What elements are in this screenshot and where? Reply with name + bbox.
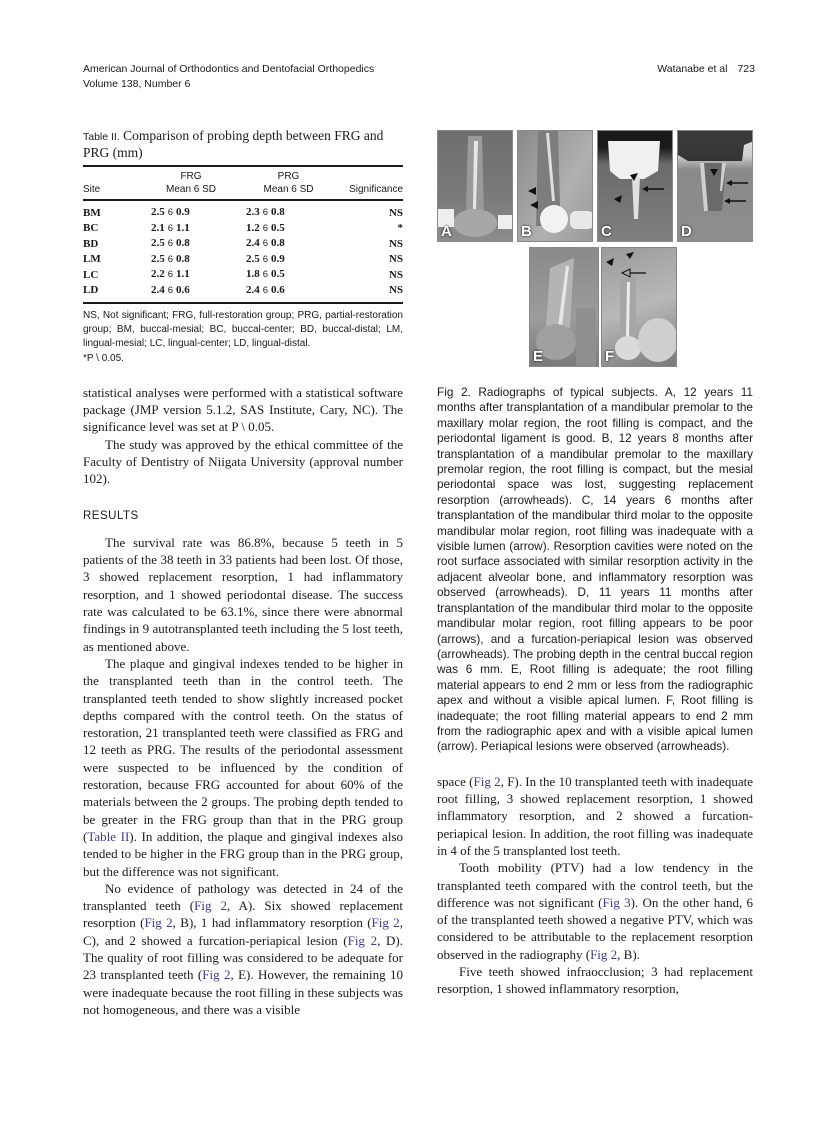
table-row: [83, 283, 403, 303]
cell-frg: 2.5 6 0.9: [151, 206, 190, 218]
panel-label-f: F: [605, 348, 615, 365]
cell-site: LD: [83, 284, 99, 296]
table-caption: [83, 128, 403, 161]
figure-2-caption: Fig 2. Radiographs of typical subjects. A, 12 years 11 months after transplantation of a mandibular premolar to the maxillary molar region, the root filling is compact, and the periodontal ligament is good. B, 12 years 8 months after transplantation of a mandibular premolar to the maxillary premolar region, the root filling is compact, but the mesial periodontal space was lost, suggesting replacement resorption (arrowheads). C, 14 years 6 months after transplantation of the mandibular third molar to the opposite mandibular molar region, root filling was inadequate with a visible lumen (arrow). Resorption cavities were noted on the root surface associated with similar resorption activity in the adjacent alveolar bone, and inflammatory resorption was observed (arrowheads). D, 11 years 11 months after transplantation of the mandibular third molar to the opposite mandibular molar region, root filling appears to be poor (arrows), and a furcation-periapical lesion was observed (arrowheads). The probing depth in the central buccal region was 6 mm. E, Root filling is adequate; the root filling material appears to end 2 mm or less from the radiographic apex and without a visible apical lumen. F, Root filling is inadequate; the root filling material appears to end 2 mm from the radiographic apex and with a visible apical lumen (arrow). Periapical lesions were observed (arrowheads).: [437, 385, 753, 754]
probing-depth-table: [83, 167, 403, 302]
cell-site: LC: [83, 268, 99, 281]
radiograph-panel-b: [517, 130, 593, 242]
table-row: [83, 267, 403, 283]
paragraph-plaque: The plaque and gingival indexes tended to be higher in the transplanted teeth than in the control teeth. The transplanted teeth tended to show slightly increased pocket depths compared with the control teeth. On the status of restoration, 21 transplanted teeth were classified as FRG and 12 teeth as PRG. The results of the periodontal assessment were suspected to be influenced by the condition of restoration, because FRG accounted for about 60% of the materials between the 2 groups. The probing depth tended to be greater in the FRG group than that in the PRG group (Table II). In addition, the plaque and gingival indexes also tended to be higher in the FRG group than in the PRG group, but the difference was not significant.: [83, 655, 403, 879]
panel-label-e: E: [533, 348, 544, 365]
section-heading-results: RESULTS: [83, 509, 139, 522]
author-page-info: [657, 62, 755, 77]
cell-significance: NS: [388, 284, 403, 296]
table-footnote-significance: *P \ 0.05.: [83, 352, 124, 364]
table-title: Comparison of probing depth between FRG and PRG (mm): [83, 128, 384, 160]
cell-significance: NS: [388, 253, 403, 265]
paragraph-pathology: No evidence of pathology was detected in 24 of the transplanted teeth (Fig 2, A). Six showed replacement resorption (Fig 2, B), 1 had inflammatory resorption (Fig 2, C), and 2 showed a furcation-periapical lesion (Fig 2, D). The quality of root filling was considered to be adequate for 23 transplanted teeth (Fig 2, E). However, the remaining 10 were inadequate because the root filling in these subjects was not homogeneous, and there was a visible: [83, 880, 404, 1017]
right-column: [437, 385, 753, 998]
fig-2-link[interactable]: Fig 2: [144, 915, 173, 931]
cell-site: BM: [83, 206, 101, 219]
cell-site: LM: [83, 253, 101, 265]
cell-prg: 1.8 6 0.5: [246, 268, 285, 280]
paragraph-stats: statistical analyses were performed with a statistical software package (JMP version 5.1.2, SAS Institute, Cary, NC). The significance level was set at P \ 0.05.: [83, 384, 403, 435]
cell-significance: NS: [388, 237, 403, 250]
left-column: [83, 128, 403, 1018]
fig-2-link[interactable]: Fig 2: [347, 932, 378, 948]
fig-2-link[interactable]: Fig 2: [194, 898, 227, 914]
panel-label-a: A: [441, 223, 452, 240]
cell-significance: NS: [388, 268, 403, 281]
fig-2-link[interactable]: Fig 2: [473, 773, 501, 789]
radiograph-panel-e: [529, 247, 599, 367]
fig-3-link[interactable]: Fig 3: [602, 894, 631, 910]
fig-2-link[interactable]: Fig 2: [590, 946, 618, 962]
paragraph-mobility: Tooth mobility (PTV) had a low tendency in the transplanted teeth compared with the control teeth, but the difference was not significant (Fig 3). On the other hand, 6 of the transplanted teeth showed a negative PTV, which was considered to be attributable to the replacement resorption observed in the radiography (Fig 2, B).: [437, 860, 753, 962]
panel-label-d: D: [681, 223, 692, 240]
cell-frg: 2.2 6 1.1: [151, 268, 190, 280]
page-number: 723: [737, 63, 755, 75]
running-authors: Watanabe et al: [657, 63, 728, 75]
table-row: [83, 252, 403, 268]
col-header-prg: PRG Mean 6 SD: [263, 171, 314, 195]
radiograph-panel-a: [437, 130, 513, 242]
col-header-frg: FRG Mean 6 SD: [165, 171, 217, 195]
cell-prg: 2.3 6 0.8: [246, 206, 285, 218]
cell-site: BC: [83, 222, 99, 234]
table-footnote-abbrev: NS, Not significant; FRG, full-restoration group; PRG, partial-restoration group; BM, buccal-mesial; BC, buccal-center; BD, buccal-distal; LM, lingual-mesial; LC, lingual-center; LD, lingual-distal.: [83, 310, 403, 350]
cell-prg: 2.4 6 0.8: [246, 237, 285, 249]
cell-prg: 1.2 6 0.5: [246, 221, 285, 234]
journal-volume: Volume 138, Number 6: [83, 78, 191, 90]
table-header-row: [83, 167, 403, 199]
cell-prg: 2.5 6 0.9: [246, 252, 285, 265]
table-ii-link[interactable]: Table II: [87, 828, 130, 844]
table-footnote: [83, 309, 403, 366]
cell-frg: 2.5 6 0.8: [151, 237, 190, 249]
cell-significance: NS: [388, 206, 403, 219]
table-bottom-rule: [83, 302, 403, 304]
paragraph-ethics: The study was approved by the ethical committee of the Faculty of Dentistry of Niigata University (approval number 102).: [83, 436, 403, 487]
table-ii: [83, 128, 403, 366]
paragraph-survival: The survival rate was 86.8%, because 5 teeth in 5 patients of the 38 teeth in 33 patients had been lost. Of those, 3 showed replacement resorption, 1 had inflammatory resorption, and 1 showed periodontal disease. The success rate was calculated to be 63.1%, since there were abnormal findings in 9 autotransplanted teeth including the 5 lost teeth, as mentioned above.: [83, 534, 403, 654]
table-row: [83, 201, 403, 221]
paragraph-root-filling: space (Fig 2, F). In the 10 transplanted teeth with inadequate root filling, 3 showed replacement resorption, 1 showed inflammatory resorption, and 2 showed a furcation-periapical lesion. In addition, the root filling was inadequate in 4 of the 5 transplanted lost teeth.: [437, 773, 753, 858]
panel-label-c: C: [601, 223, 612, 240]
right-body: [437, 773, 753, 998]
cell-frg: 2.5 6 0.8: [151, 252, 190, 265]
cell-frg: 2.1 6 1.1: [151, 221, 190, 234]
col-header-site: Site: [83, 184, 101, 195]
col-header-significance: Significance: [349, 184, 403, 195]
figure-2-radiographs: [437, 130, 753, 370]
panel-label-b: B: [521, 223, 532, 240]
left-body: [83, 384, 403, 1018]
journal-name: American Journal of Orthodontics and Dentofacial Orthopedics: [83, 63, 375, 75]
journal-info: [83, 62, 374, 92]
table-label: Table II.: [83, 131, 120, 143]
fig-2-link[interactable]: Fig 2: [371, 915, 400, 931]
radiograph-panel-c: [597, 130, 673, 242]
table-row: [83, 236, 403, 252]
fig-2-link[interactable]: Fig 2: [202, 967, 231, 983]
paragraph-infraocclusion: Five teeth showed infraocclusion; 3 had replacement resorption, 1 showed inflammatory resorption,: [437, 964, 753, 997]
cell-frg: 2.4 6 0.6: [151, 283, 190, 296]
table-row: [83, 221, 403, 237]
cell-significance: *: [397, 222, 403, 234]
cell-prg: 2.4 6 0.6: [246, 283, 285, 296]
cell-site: BD: [83, 237, 99, 250]
radiograph-panel-d: [677, 130, 753, 242]
radiograph-panel-f: [601, 247, 677, 367]
